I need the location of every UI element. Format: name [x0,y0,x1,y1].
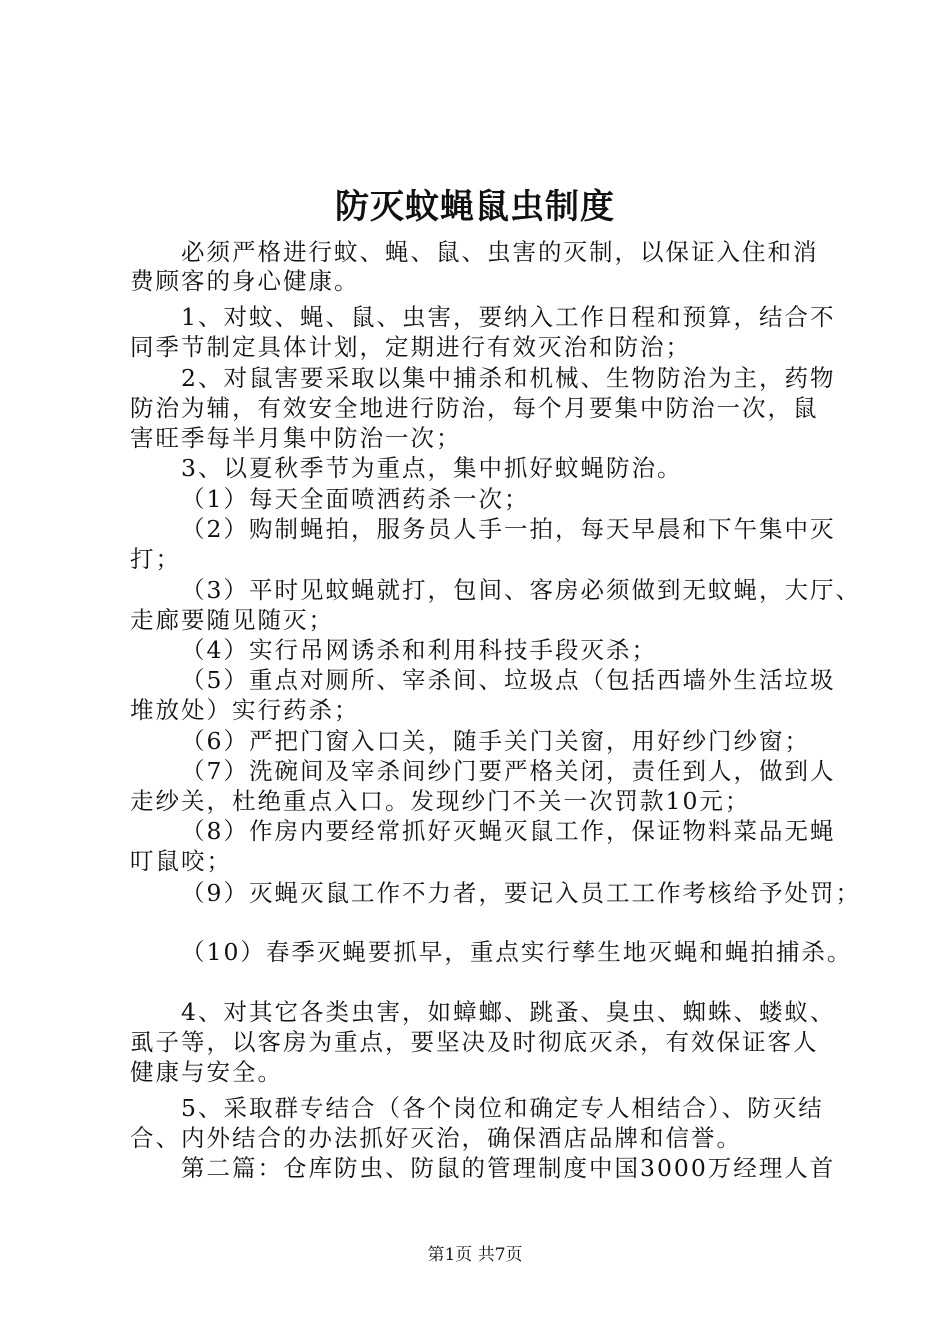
text-line: 害旺季每半月集中防治一次； [130,424,462,452]
text-line: 走廊要随见随灭； [130,606,334,634]
text-line: （6）严把门窗入口关，随手关门关窗，用好纱门纱窗； [181,727,810,755]
page-number-footer: 第1页 共7页 [427,1245,523,1265]
text-line: （8）作房内要经常抓好灭蝇灭鼠工作，保证物料菜品无蝇 [181,817,836,845]
text-line: （3）平时见蚊蝇就打，包间、客房必须做到无蚊蝇，大厅、 [181,576,861,604]
text-line: 1、对蚊、蝇、鼠、虫害，要纳入工作日程和预算，结合不 [181,303,836,331]
text-line: 第二篇：仓库防虫、防鼠的管理制度中国3000万经理人首 [181,1154,836,1182]
text-line: 叮鼠咬； [130,847,232,875]
text-line: 健康与安全。 [130,1058,283,1086]
text-line: （9）灭蝇灭鼠工作不力者，要记入员工工作考核给予处罚； [181,879,861,907]
text-line: 费顾客的身心健康。 [130,267,360,295]
text-line: 合、内外结合的办法抓好灭治，确保酒店品牌和信誉。 [130,1124,742,1152]
text-line: 防治为辅，有效安全地进行防治，每个月要集中防治一次，鼠 [130,394,819,422]
text-line: （7）洗碗间及宰杀间纱门要严格关闭，责任到人，做到人 [181,757,836,785]
text-line: 2、对鼠害要采取以集中捕杀和机械、生物防治为主，药物 [181,364,836,392]
text-line: 虱子等，以客房为重点，要坚决及时彻底灭杀，有效保证客人 [130,1028,819,1056]
text-line: 5、采取群专结合（各个岗位和确定专人相结合）、防灭结 [181,1094,824,1122]
document-title: 防灭蚊蝇鼠虫制度 [335,187,615,227]
text-line: 堆放处）实行药杀； [130,696,360,724]
text-line: 走纱关，杜绝重点入口。发现纱门不关一次罚款10元； [130,787,751,815]
text-line: （5）重点对厕所、宰杀间、垃圾点（包括西墙外生活垃圾 [181,666,836,694]
text-line: 必须严格进行蚊、蝇、鼠、虫害的灭制，以保证入住和消 [181,238,819,266]
text-line: （2）购制蝇拍，服务员人手一拍，每天早晨和下午集中灭 [181,515,836,543]
text-line: （1）每天全面喷洒药杀一次； [181,485,530,513]
text-line: 3、以夏秋季节为重点，集中抓好蚊蝇防治。 [181,454,683,482]
text-line: 打； [130,545,181,573]
text-line: 同季节制定具体计划，定期进行有效灭治和防治； [130,333,691,361]
text-line: （10）春季灭蝇要抓早，重点实行孳生地灭蝇和蝇拍捕杀。 [181,938,853,966]
text-line: （4）实行吊网诱杀和利用科技手段灭杀； [181,636,657,664]
text-line: 4、对其它各类虫害，如蟑螂、跳蚤、臭虫、蜘蛛、蝼蚁、 [181,998,836,1026]
